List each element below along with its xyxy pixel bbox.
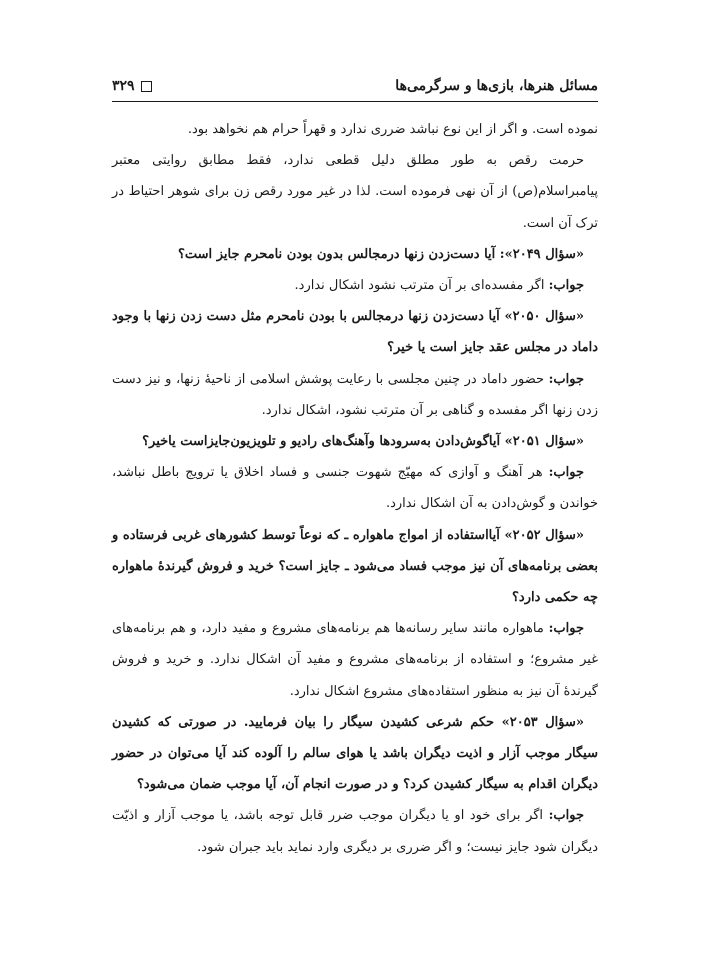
question-number: «سؤال ۲۰۵۰» [504,309,584,325]
answer-text: هر آهنگ و آوازی که مهیّج شهوت جنسی و فساد اخلاق یا ترویج باطل نباشد، خواندن و گوش‌دادن به آن اشکال ندارد. [112,465,598,512]
question-text: آیااستفاده از امواج ماهواره ـ که نوعاً توسط کشورهای غربی فرستاده و بعضی برنامه‌های آن نیز موجب فساد می‌شود ـ جایز است؟ خرید و فروش گیرندهٔ ماهواره چه حکمی دارد؟ [112,527,598,606]
answer-2051 [112,457,598,519]
question-2053 [112,707,598,801]
answer-2052 [112,613,598,707]
chapter-title: مسائل هنرها، بازی‌ها و سرگرمی‌ها [395,78,598,94]
question-number: «سؤال ۲۰۴۹» [504,246,584,262]
answer-label: جواب: [548,808,584,824]
answer-label: جواب: [548,465,584,481]
answer-text: حضور داماد در چنین مجلسی با رعایت پوشش اسلامی از ناحیهٔ زنها، و نیز دست زدن زنها اگر مفسده و گناهی بر آن مترتب نشود، اشکال ندارد. [112,371,598,418]
question-number: «سؤال ۲۰۵۱» [504,434,584,450]
running-header [112,72,598,100]
question-number: «سؤال ۲۰۵۳» [501,714,584,730]
answer-2049 [112,270,598,301]
answer-text: اگر مفسده‌ای بر آن مترتب نشود اشکال ندارد. [294,278,549,294]
page-number: ۳۲۹ [112,78,135,94]
question-number: «سؤال ۲۰۵۲» [504,527,584,543]
page-body [112,114,598,863]
paragraph-continuation: نموده است. و اگر از این نوع نباشد ضرری ندارد و قهراً حرام هم نخواهد بود. [187,122,598,137]
page-number-group [112,78,152,94]
question-text: حکم شرعی کشیدن سیگار را بیان فرمایید. در صورتی که کشیدن سیگار موجب آزار و اذیت دیگران باشد یا هوای سالم را آلوده کند آیا می‌توان در حضور دیگران اقدام به سیگار کشیدن کرد؟ و در صورت انجام آن، آیا موجب ضمان می‌شود؟ [112,714,598,793]
question-2049 [112,239,598,270]
question-text: آیاگوش‌دادن به‌سرودها وآهنگ‌های رادیو و تلویزیون‌جایزاست یاخیر؟ [142,434,505,450]
answer-label: جواب: [548,371,584,387]
question-text: آیا دست‌زدن زنها درمجالس با بودن نامحرم مثل دست زدن زنها با وجود داماد در مجلس عقد جایز است یا خیر؟ [112,309,598,356]
answer-text: اگر برای خود او یا دیگران موجب ضرر قابل توجه باشد، یا موجب آزار و اذیّت دیگران شود جایز نیست؛ و اگر ضرری بر دیگری وارد نماید باید جبران شود. [112,808,598,855]
header-divider [112,101,598,102]
answer-label: جواب: [548,621,584,637]
answer-2050 [112,364,598,426]
square-ornament-icon [141,81,152,92]
answer-2053 [112,800,598,862]
paragraph-text: حرمت رقص به طور مطلق دلیل قطعی ندارد، فقط مطابق روایتی معتبر پیامبراسلام(ص) از آن نهی فرموده است. لذا در غیر مورد رقص زن برای شوهر احتیاط در ترک آن است. [112,153,598,231]
question-2052 [112,520,598,614]
question-text: : آیا دست‌زدن زنها درمجالس بدون بودن نامحرم جایز است؟ [178,246,505,262]
question-2050 [112,301,598,363]
answer-text: ماهواره مانند سایر رسانه‌ها هم برنامه‌های مشروع و مفید دارد، و هم برنامه‌های غیر مشروع؛ و استفاده از برنامه‌های مشروع و مفید آن اشکال ندارد. و خرید و فروش گیرندهٔ آن نیز به منظور استفاده‌های مشروع اشکال ندارد. [112,621,598,699]
question-2051 [112,426,598,457]
answer-label: جواب: [548,278,584,294]
